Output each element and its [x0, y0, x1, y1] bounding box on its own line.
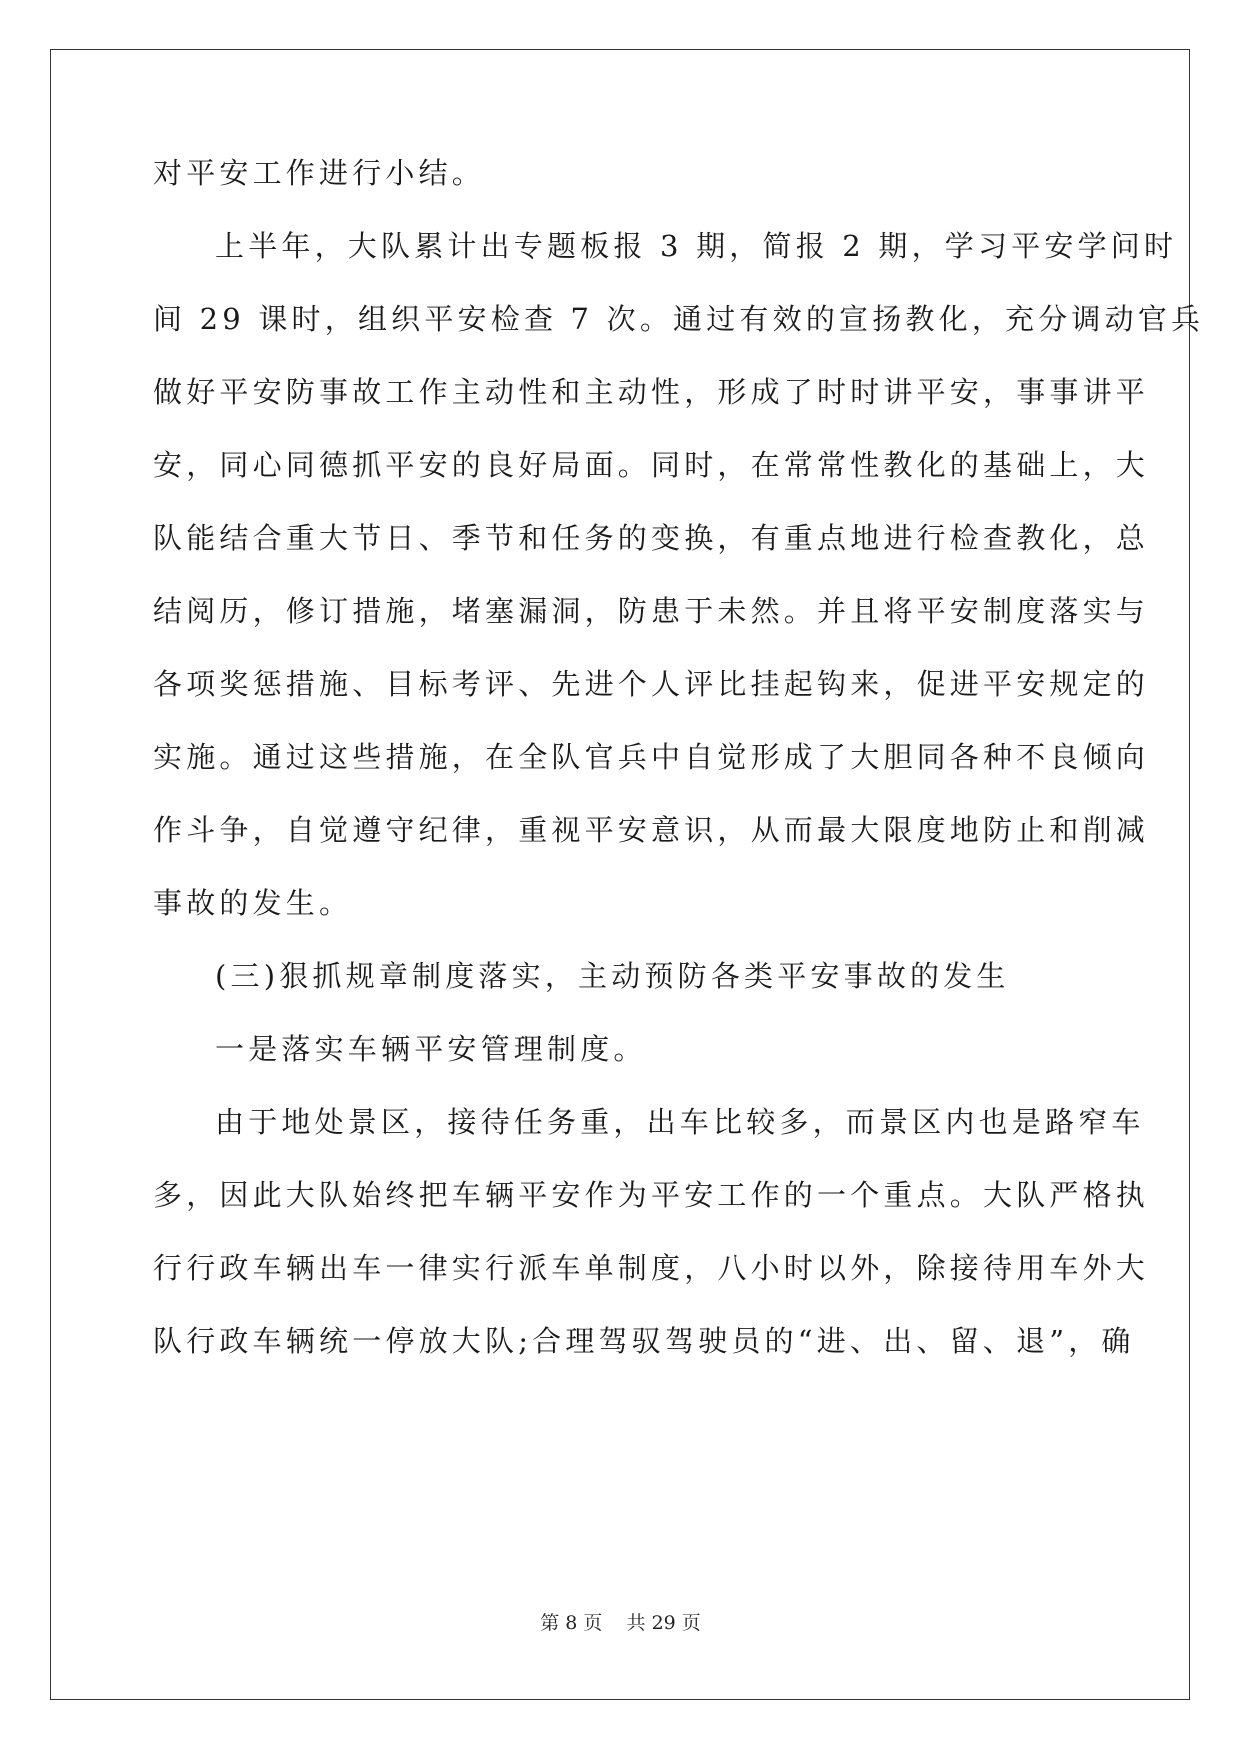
section-heading: (三)狠抓规章制度落实，主动预防各类平安事故的发生 [215, 959, 1010, 993]
paragraph-line: 间 29 课时，组织平安检查 7 次。通过有效的宣扬教化，充分调动官兵 [153, 302, 1205, 336]
page-frame [50, 49, 1190, 1700]
paragraph-line: 结阅历，修订措施，堵塞漏洞，防患于未然。并且将平安制度落实与 [153, 594, 1150, 628]
paragraph-line: 安，同心同德抓平安的良好局面。同时，在常常性教化的基础上，大 [153, 448, 1150, 482]
page-number-footer: 第 8 页 共 29 页 [540, 1612, 701, 1634]
paragraph-line: 做好平安防事故工作主动性和主动性，形成了时时讲平安，事事讲平 [153, 375, 1150, 409]
paragraph-line: 实施。通过这些措施，在全队官兵中自觉形成了大胆同各种不良倾向 [153, 740, 1150, 774]
paragraph-line: 队行政车辆统一停放大队;合理驾驭驾驶员的“进、出、留、退”，确 [153, 1324, 1135, 1358]
paragraph-line: 事故的发生。 [153, 886, 353, 920]
paragraph-line: 队能结合重大节日、季节和任务的变换，有重点地进行检查教化，总 [153, 521, 1150, 555]
paragraph-line: 一是落实车辆平安管理制度。 [215, 1032, 647, 1066]
paragraph-line: 各项奖惩措施、目标考评、先进个人评比挂起钩来，促进平安规定的 [153, 667, 1150, 701]
paragraph-line: 上半年，大队累计出专题板报 3 期，简报 2 期，学习平安学问时 [215, 229, 1178, 263]
paragraph-line: 作斗争，自觉遵守纪律，重视平安意识，从而最大限度地防止和削减 [153, 813, 1150, 847]
paragraph-line: 由于地处景区，接待任务重，出车比较多，而景区内也是路窄车 [215, 1105, 1145, 1139]
paragraph-line: 行行政车辆出车一律实行派车单制度，八小时以外，除接待用车外大 [153, 1251, 1150, 1285]
paragraph-line: 多，因此大队始终把车辆平安作为平安工作的一个重点。大队严格执 [153, 1178, 1150, 1212]
paragraph-line: 对平安工作进行小结。 [153, 156, 486, 190]
